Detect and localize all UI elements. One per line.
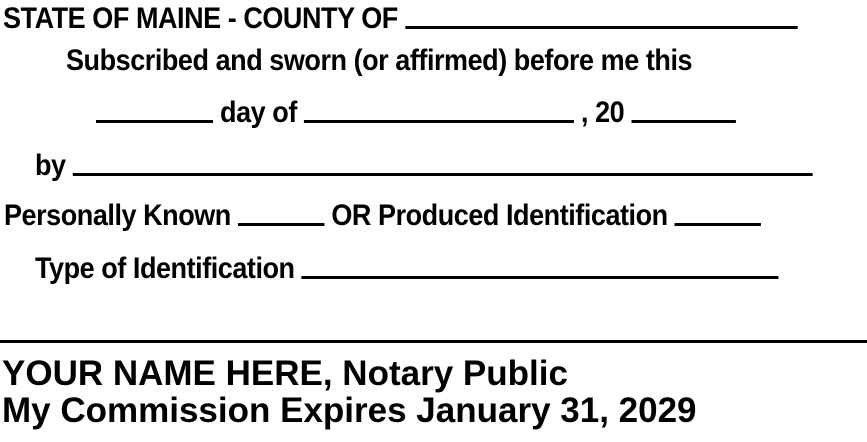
day-blank[interactable] — [96, 120, 213, 123]
produced-id-blank[interactable] — [675, 223, 761, 226]
commission-expiration: My Commission Expires January 31, 2029 — [2, 391, 697, 430]
day-label: day of — [220, 96, 297, 129]
produced-id-label: OR Produced Identification — [331, 199, 668, 232]
id-type-blank[interactable] — [302, 276, 779, 279]
known-blank[interactable] — [238, 223, 324, 226]
county-blank[interactable] — [405, 26, 797, 29]
year-label: , 20 — [581, 96, 625, 129]
id-type-label: Type of Identification — [35, 252, 295, 285]
identification-line — [4, 201, 845, 231]
date-line — [96, 98, 807, 128]
subscribed-text: Subscribed and sworn (or affirmed) before me this — [66, 44, 693, 77]
subscribed-line — [66, 46, 762, 76]
id-type-line — [35, 254, 861, 284]
notary-name: YOUR NAME HERE, Notary Public — [2, 354, 568, 393]
month-blank[interactable] — [304, 120, 574, 123]
venue-label: STATE OF MAINE - COUNTY OF — [3, 2, 398, 35]
venue-line — [3, 4, 867, 34]
by-line — [35, 151, 867, 181]
year-blank[interactable] — [631, 120, 735, 123]
signer-name-blank[interactable] — [73, 173, 813, 176]
known-label: Personally Known — [4, 199, 231, 232]
notary-signature-line[interactable] — [0, 340, 867, 343]
by-label: by — [35, 149, 66, 182]
